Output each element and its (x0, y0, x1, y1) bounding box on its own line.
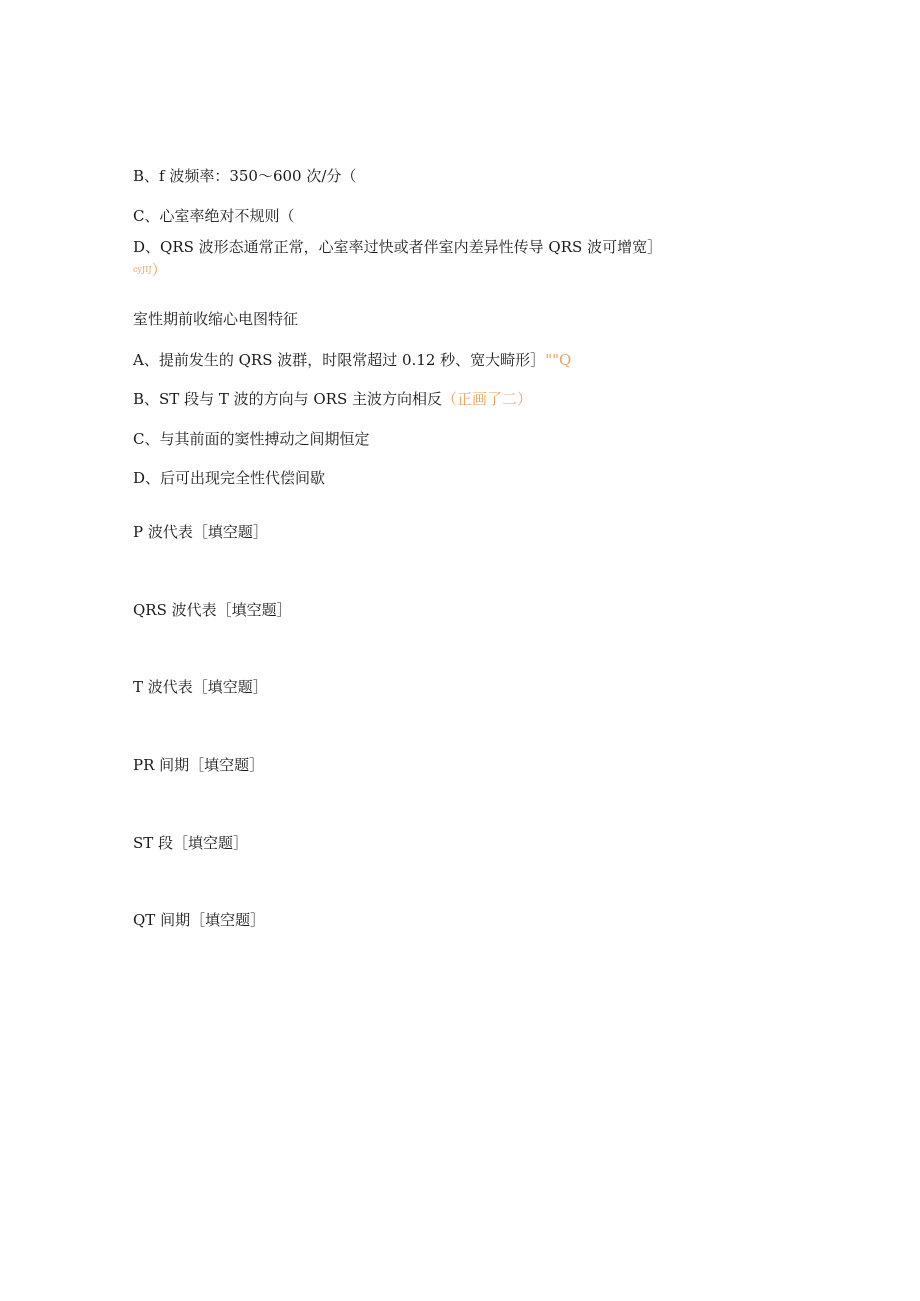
option-text: C、心室率绝对不规则（ (133, 207, 295, 225)
option-text: D、QRS 波形态通常正常，心室率过快或者伴室内差异性传导 QRS 波可增宽］ (133, 238, 663, 256)
option-d-qrs-morphology (133, 237, 662, 257)
section-title-text: 室性期前收缩心电图特征 (133, 310, 299, 328)
option-text: C、与其前面的窦性搏动之间期恒定 (133, 430, 370, 448)
handwritten-scribble (133, 261, 167, 279)
question-text: T 波代表［填空题］ (133, 678, 268, 696)
fill-blank-t-wave (133, 677, 268, 697)
handwritten-mark: （正画了二） (442, 390, 533, 408)
option-b-st-t-direction (133, 389, 532, 409)
fill-blank-p-wave (133, 522, 268, 542)
option-text: B、ST 段与 T 波的方向与 ORS 主波方向相反 (133, 390, 443, 408)
option-text: A、提前发生的 QRS 波群，时限常超过 0.12 秒、宽大畸形］ (133, 351, 546, 369)
option-c-coupling-interval (133, 429, 369, 449)
option-d-compensatory-pause (133, 468, 325, 488)
fill-blank-qrs-wave (133, 600, 292, 620)
option-text: D、后可出现完全性代偿间歇 (133, 469, 326, 487)
question-text: ST 段［填空题］ (133, 834, 249, 852)
question-text: PR 间期［填空题］ (133, 756, 265, 774)
option-a-early-qrs (133, 350, 571, 370)
fill-blank-qt-interval (133, 910, 265, 930)
scribble-paren: ） (151, 261, 167, 279)
handwritten-mark: ""Q (545, 351, 572, 369)
scribble-text: cyJIJ (133, 265, 152, 274)
fill-blank-st-segment (133, 833, 248, 853)
question-text: QRS 波代表［填空题］ (133, 601, 292, 619)
option-text: B、f 波频率：350～600 次/分（ (133, 167, 357, 185)
fill-blank-pr-interval (133, 755, 264, 775)
question-text: QT 间期［填空题］ (133, 911, 266, 929)
option-b-f-wave (133, 166, 356, 186)
question-text: P 波代表［填空题］ (133, 523, 268, 541)
section-title (133, 309, 298, 329)
option-c-ventricular-rate (133, 206, 294, 226)
